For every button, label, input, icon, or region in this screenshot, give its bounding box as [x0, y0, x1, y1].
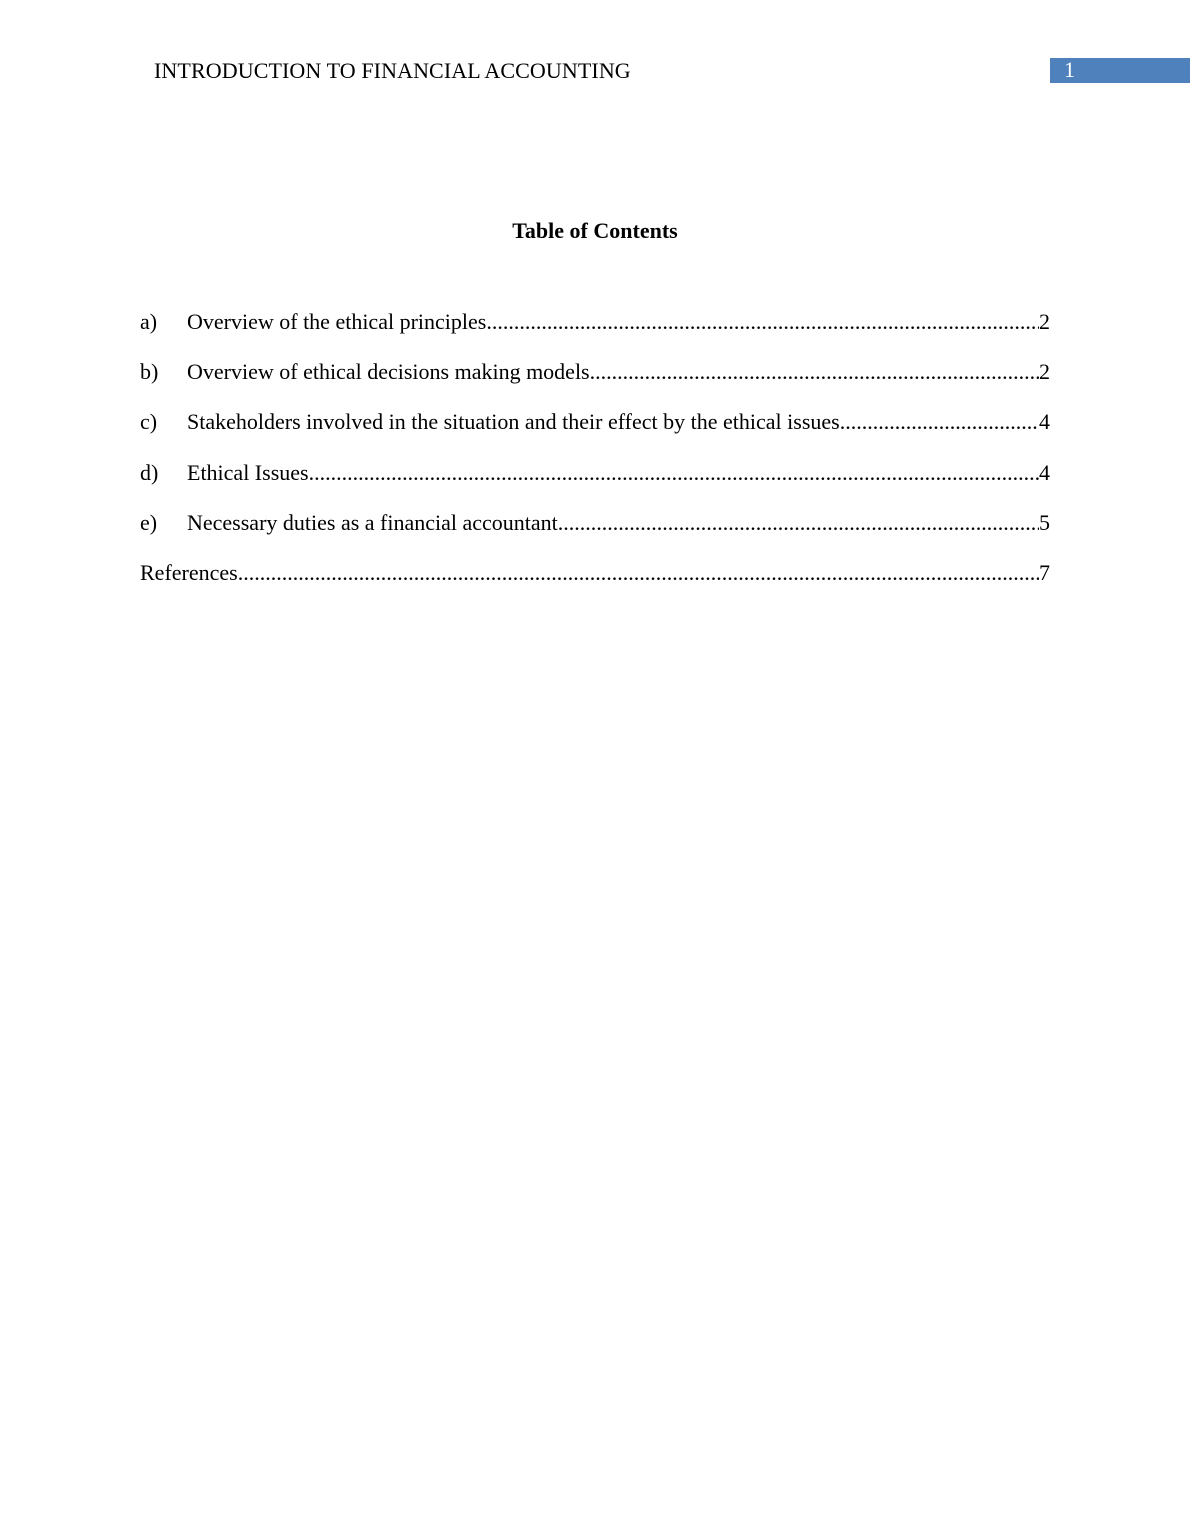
toc-dot-leader [309, 459, 1039, 487]
toc-dot-leader [486, 308, 1039, 336]
toc-dot-leader [558, 509, 1039, 537]
toc-dot-leader [590, 358, 1039, 386]
toc-title: Table of Contents [512, 218, 678, 243]
toc-entry-page[interactable]: 2 [1039, 359, 1050, 385]
toc-entry-text[interactable]: Stakeholders involved in the situation and their effect by the ethical issues [187, 409, 840, 435]
toc-entry-text[interactable]: Overview of ethical decisions making models [187, 359, 590, 385]
toc-entry-accountant-duties[interactable] [140, 509, 1050, 559]
toc-entry-text[interactable]: Necessary duties as a financial accountant [187, 509, 558, 535]
toc-entry-references[interactable] [140, 559, 1050, 609]
toc-dot-leader [238, 559, 1039, 587]
toc-entry-page[interactable]: 7 [1039, 559, 1050, 585]
toc-entry-text[interactable]: References [140, 559, 238, 585]
toc-entry-text[interactable]: Overview of the ethical principles [187, 309, 487, 334]
toc-entry-marker: b) [140, 359, 159, 385]
toc-entry-marker: c) [140, 409, 158, 435]
toc-entry-ethical-issues[interactable] [140, 459, 1050, 509]
toc-entry-page[interactable]: 5 [1039, 509, 1050, 535]
toc-entry-overview-ethical-principles[interactable] [140, 308, 1050, 358]
toc-dot-leader [840, 408, 1039, 436]
toc-entry-marker: e) [140, 509, 158, 535]
toc-entry-decision-models[interactable] [140, 358, 1050, 408]
page-number: 1 [1064, 57, 1075, 82]
toc-entry-page[interactable]: 2 [1039, 309, 1050, 334]
toc-entry-marker: d) [140, 459, 159, 485]
toc-entry-text[interactable]: Ethical Issues [187, 459, 309, 485]
toc-list [140, 308, 1050, 609]
toc-entry-marker: a) [140, 309, 158, 334]
running-head: INTRODUCTION TO FINANCIAL ACCOUNTING [154, 58, 631, 83]
page-number-box [1050, 58, 1190, 83]
toc-entry-page[interactable]: 4 [1039, 459, 1050, 485]
toc-entry-stakeholders[interactable] [140, 408, 1050, 458]
toc-entry-page[interactable]: 4 [1039, 409, 1050, 435]
